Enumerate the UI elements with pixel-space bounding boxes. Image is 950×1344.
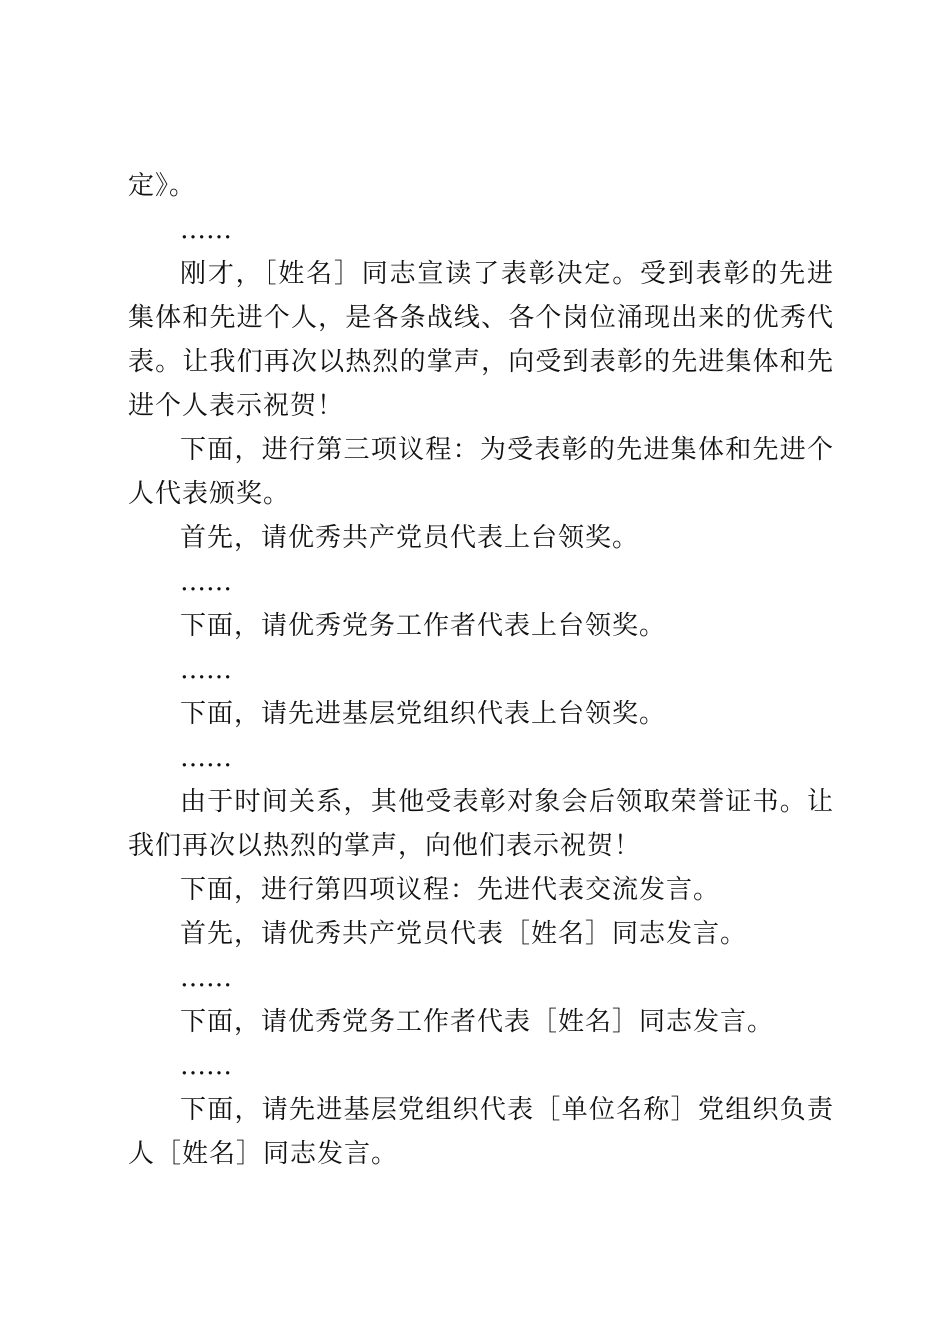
paragraph-decision-end: 定》。 — [128, 171, 197, 201]
paragraph-certificates: 由于时间关系，其他受表彰对象会后领取荣誉证书。让我们再次以热烈的掌声，向他们表示祝贺！ — [128, 787, 834, 861]
paragraph-speech-party-worker: 下面，请优秀党务工作者代表［姓名］同志发言。 — [180, 1007, 775, 1037]
paragraph-commendation: 刚才，［姓名］同志宣读了表彰决定。受到表彰的先进集体和先进个人，是各条战线、各个岗位涌现出来的优秀代表。让我们再次以热烈的掌声，向受到表彰的先进集体和先进个人表示祝贺！ — [128, 259, 834, 421]
paragraph-award-party-member: 首先，请优秀共产党员代表上台领奖。 — [180, 523, 640, 553]
ellipsis: …… — [180, 215, 232, 245]
paragraph-agenda-three: 下面，进行第三项议程：为受表彰的先进集体和先进个人代表颁奖。 — [128, 435, 834, 509]
paragraph-speech-party-member: 首先，请优秀共产党员代表［姓名］同志发言。 — [180, 919, 748, 949]
ellipsis: …… — [180, 743, 232, 773]
document-body — [128, 164, 834, 1176]
ellipsis: …… — [180, 567, 232, 597]
ellipsis: …… — [180, 963, 232, 993]
paragraph-agenda-four: 下面，进行第四项议程：先进代表交流发言。 — [180, 875, 721, 905]
ellipsis: …… — [180, 655, 232, 685]
paragraph-award-party-organization: 下面，请先进基层党组织代表上台领奖。 — [180, 699, 667, 729]
ellipsis: …… — [180, 1051, 232, 1081]
paragraph-speech-party-organization: 下面，请先进基层党组织代表［单位名称］党组织负责人［姓名］同志发言。 — [128, 1095, 834, 1169]
paragraph-award-party-worker: 下面，请优秀党务工作者代表上台领奖。 — [180, 611, 667, 641]
